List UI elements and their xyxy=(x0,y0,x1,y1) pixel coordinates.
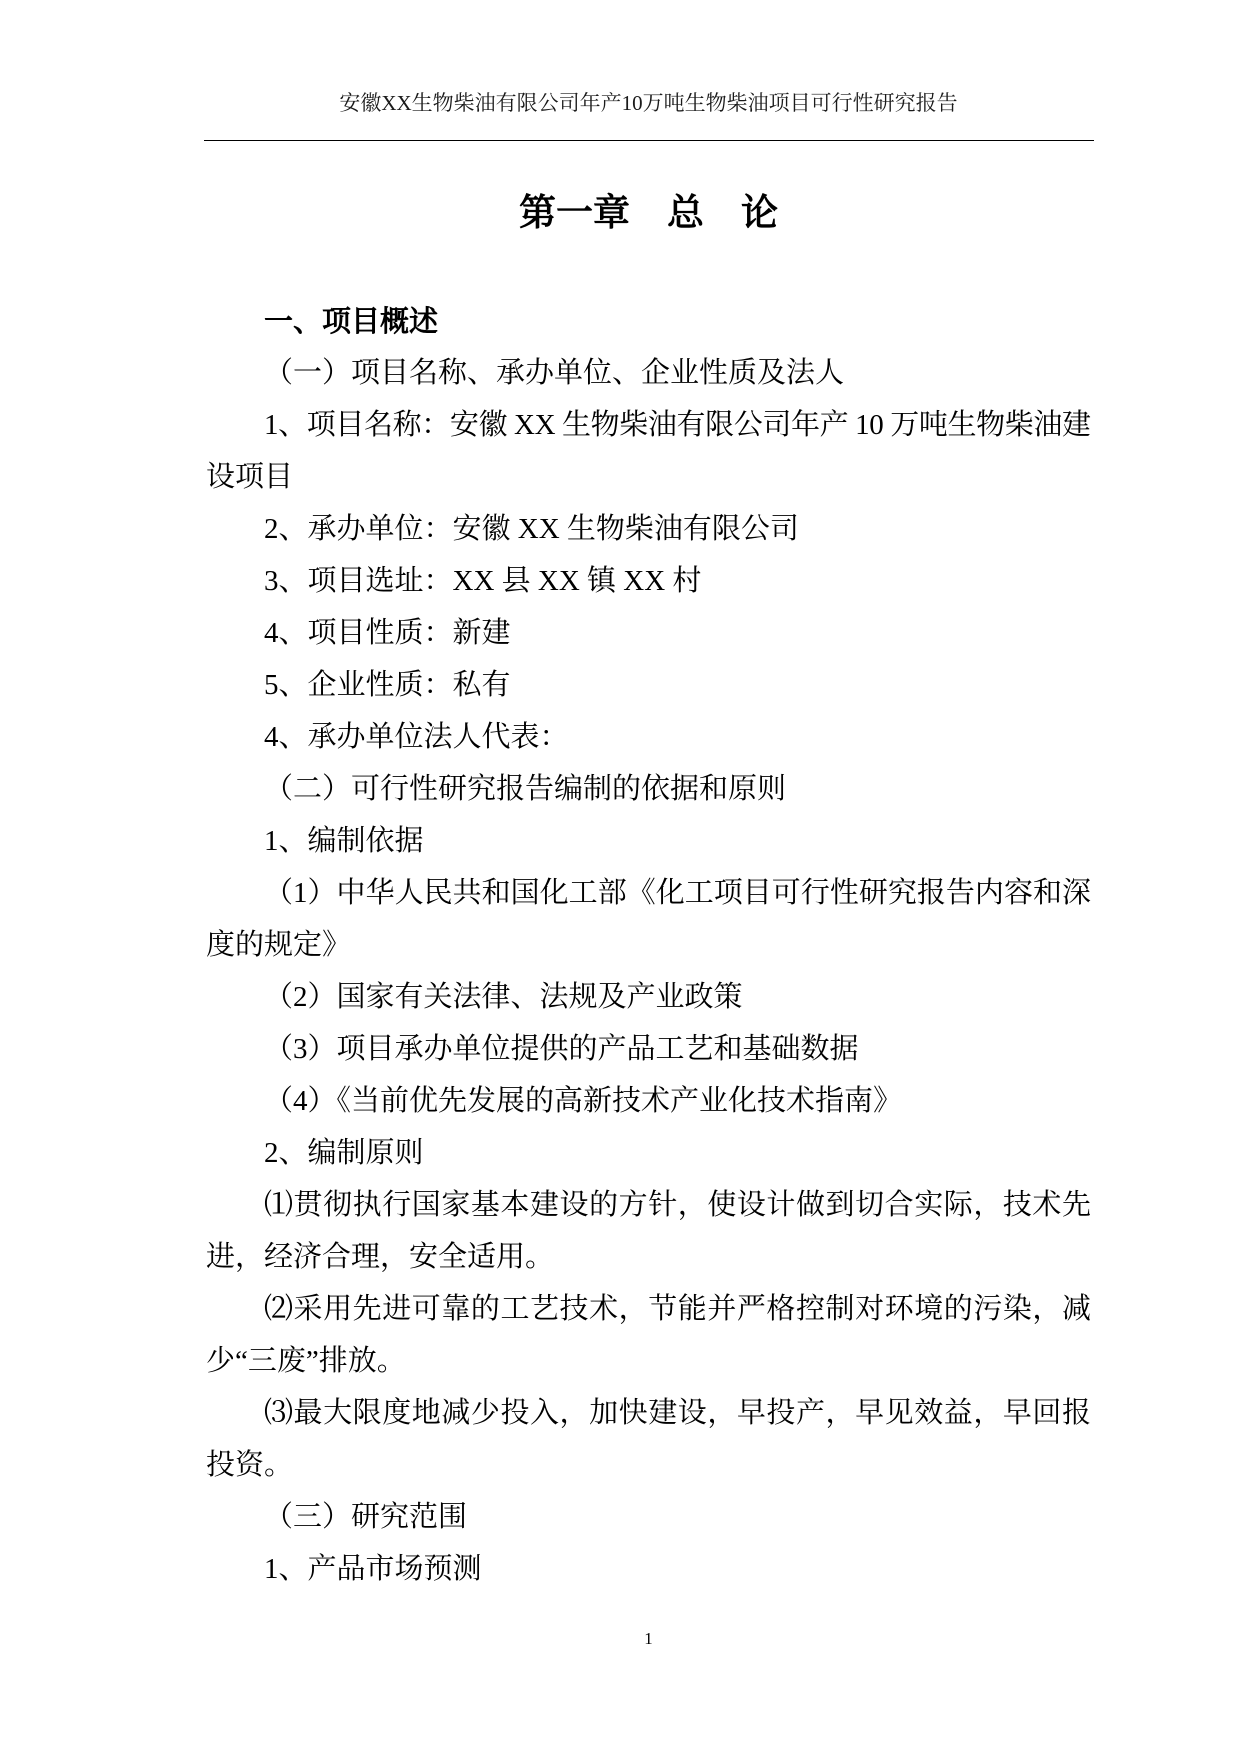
subsection-heading xyxy=(206,347,1091,399)
page-number: 1 xyxy=(644,1629,653,1648)
text-line: 进，经济合理，安全适用。 xyxy=(206,1241,555,1273)
text-line: ⑵采用先进可靠的工艺技术，节能并严格控制对环境的污染，减 xyxy=(264,1293,1092,1325)
text-line: 1、产品市场预测 xyxy=(264,1553,482,1585)
list-item xyxy=(206,607,1091,659)
text-line: 少“三废”排放。 xyxy=(206,1345,406,1377)
list-item xyxy=(206,503,1091,555)
text-line: ⑴贯彻执行国家基本建设的方针，使设计做到切合实际，技术先 xyxy=(264,1189,1092,1221)
list-item xyxy=(206,659,1091,711)
text-line: 1、编制依据 xyxy=(264,825,424,857)
running-header: 安徽XX生物柴油有限公司年产10万吨生物柴油项目可行性研究报告 xyxy=(339,91,958,115)
list-item xyxy=(206,1283,1091,1387)
text-line: （2）国家有关法律、法规及产业政策 xyxy=(264,981,743,1013)
text-line: （3）项目承办单位提供的产品工艺和基础数据 xyxy=(264,1033,859,1065)
list-item xyxy=(206,399,1091,503)
text-line: 1、项目名称：安徽 XX 生物柴油有限公司年产 10 万吨生物柴油建 xyxy=(264,409,1091,441)
text-line: 2、编制原则 xyxy=(264,1137,424,1169)
item-heading xyxy=(206,1127,1091,1179)
list-item xyxy=(206,711,1091,763)
list-item xyxy=(206,1075,1091,1127)
text-line: （三）研究范围 xyxy=(264,1501,468,1533)
list-item xyxy=(206,971,1091,1023)
item-heading xyxy=(206,815,1091,867)
header-rule xyxy=(204,140,1094,141)
item-heading xyxy=(206,1543,1091,1595)
text-line: 度的规定》 xyxy=(206,929,352,961)
chapter-title: 第一章 总 论 xyxy=(519,191,778,234)
text-line: 4、项目性质：新建 xyxy=(264,617,511,649)
text-line: （一）项目名称、承办单位、企业性质及法人 xyxy=(264,357,845,389)
text-line: 一、项目概述 xyxy=(264,304,439,338)
body-text xyxy=(206,295,1091,1595)
text-line: （二）可行性研究报告编制的依据和原则 xyxy=(264,773,787,805)
text-line: ⑶最大限度地减少投入，加快建设，早投产，早见效益，早回报 xyxy=(264,1397,1092,1429)
text-line: 投资。 xyxy=(206,1449,294,1481)
text-line: （1）中华人民共和国化工部《化工项目可行性研究报告内容和深 xyxy=(264,877,1091,909)
text-line: 设项目 xyxy=(206,461,294,493)
text-line: 4、承办单位法人代表： xyxy=(264,721,569,753)
list-item xyxy=(206,1387,1091,1491)
text-line: 2、承办单位：安徽 XX 生物柴油有限公司 xyxy=(264,513,799,545)
list-item xyxy=(206,867,1091,971)
list-item xyxy=(206,555,1091,607)
text-line: 3、项目选址：XX 县 XX 镇 XX 村 xyxy=(264,565,702,597)
text-line: 5、企业性质：私有 xyxy=(264,669,511,701)
subsection-heading xyxy=(206,763,1091,815)
subsection-heading xyxy=(206,1491,1091,1543)
section-heading xyxy=(206,295,1091,347)
list-item xyxy=(206,1023,1091,1075)
text-line: （4）《当前优先发展的高新技术产业化技术指南》 xyxy=(264,1085,903,1117)
list-item xyxy=(206,1179,1091,1283)
